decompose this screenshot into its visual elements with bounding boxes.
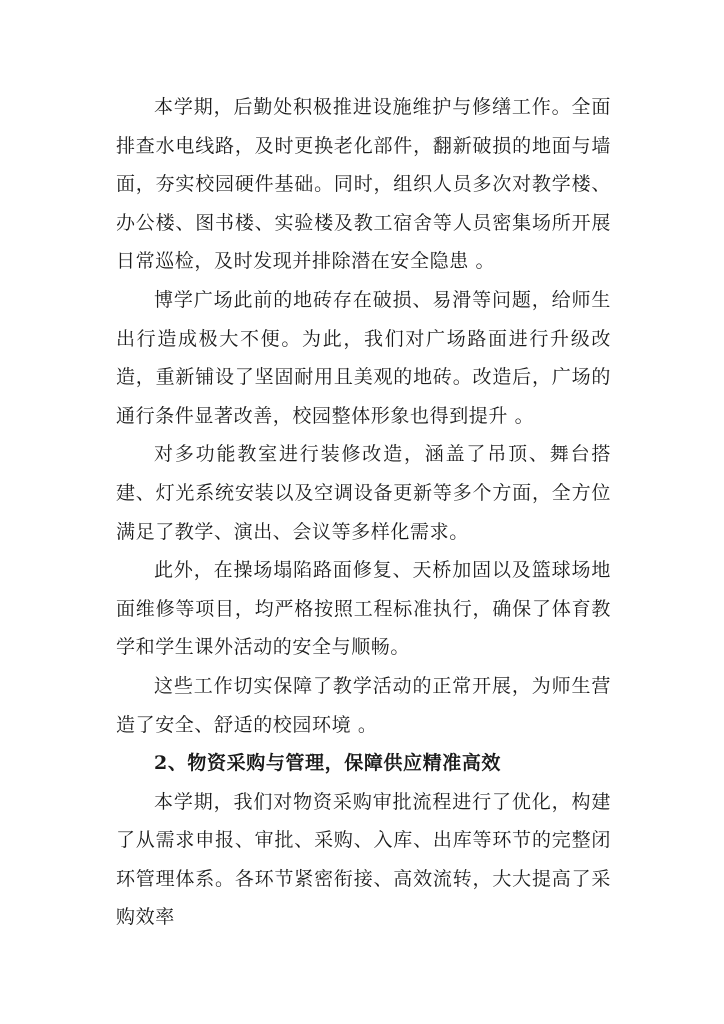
paragraph-multifunction-classroom: 对多功能教室进行装修改造，涵盖了吊顶、舞台搭建、灯光系统安装以及空调设备更新等多个方面，全方位满足了教学、演出、会议等多样化需求。 bbox=[116, 443, 611, 543]
section-heading: 2、物资采购与管理，保障供应精准高效 bbox=[154, 752, 502, 775]
paragraph-summary: 这些工作切实保障了教学活动的正常开展，为师生营造了安全、舒适的校园环境 。 bbox=[116, 674, 611, 736]
document-body bbox=[116, 88, 611, 937]
paragraph-procurement: 本学期，我们对物资采购审批流程进行了优化，构建了从需求申报、审批、采购、入库、出库等环节的完整闭环管理体系。各环节紧密衔接、高效流转，大大提高了采购效率 bbox=[116, 790, 611, 929]
paragraph-other-repairs: 此外，在操场塌陷路面修复、天桥加固以及篮球场地面维修等项目，均严格按照工程标准执行，确保了体育教学和学生课外活动的安全与顺畅。 bbox=[116, 559, 611, 659]
paragraph-plaza-renovation: 博学广场此前的地砖存在破损、易滑等问题，给师生出行造成极大不便。为此，我们对广场路面进行升级改造，重新铺设了坚固耐用且美观的地砖。改造后，广场的通行条件显著改善，校园整体形象也得到提升 。 bbox=[116, 288, 611, 427]
paragraph-facility-maintenance: 本学期，后勤处积极推进设施维护与修缮工作。全面排查水电线路，及时更换老化部件，翻新破损的地面与墙面，夯实校园硬件基础。同时，组织人员多次对教学楼、办公楼、图书楼、实验楼及教工宿舍等人员密集场所开展日常巡检，及时发现并排除潜在安全隐患 。 bbox=[116, 96, 611, 273]
